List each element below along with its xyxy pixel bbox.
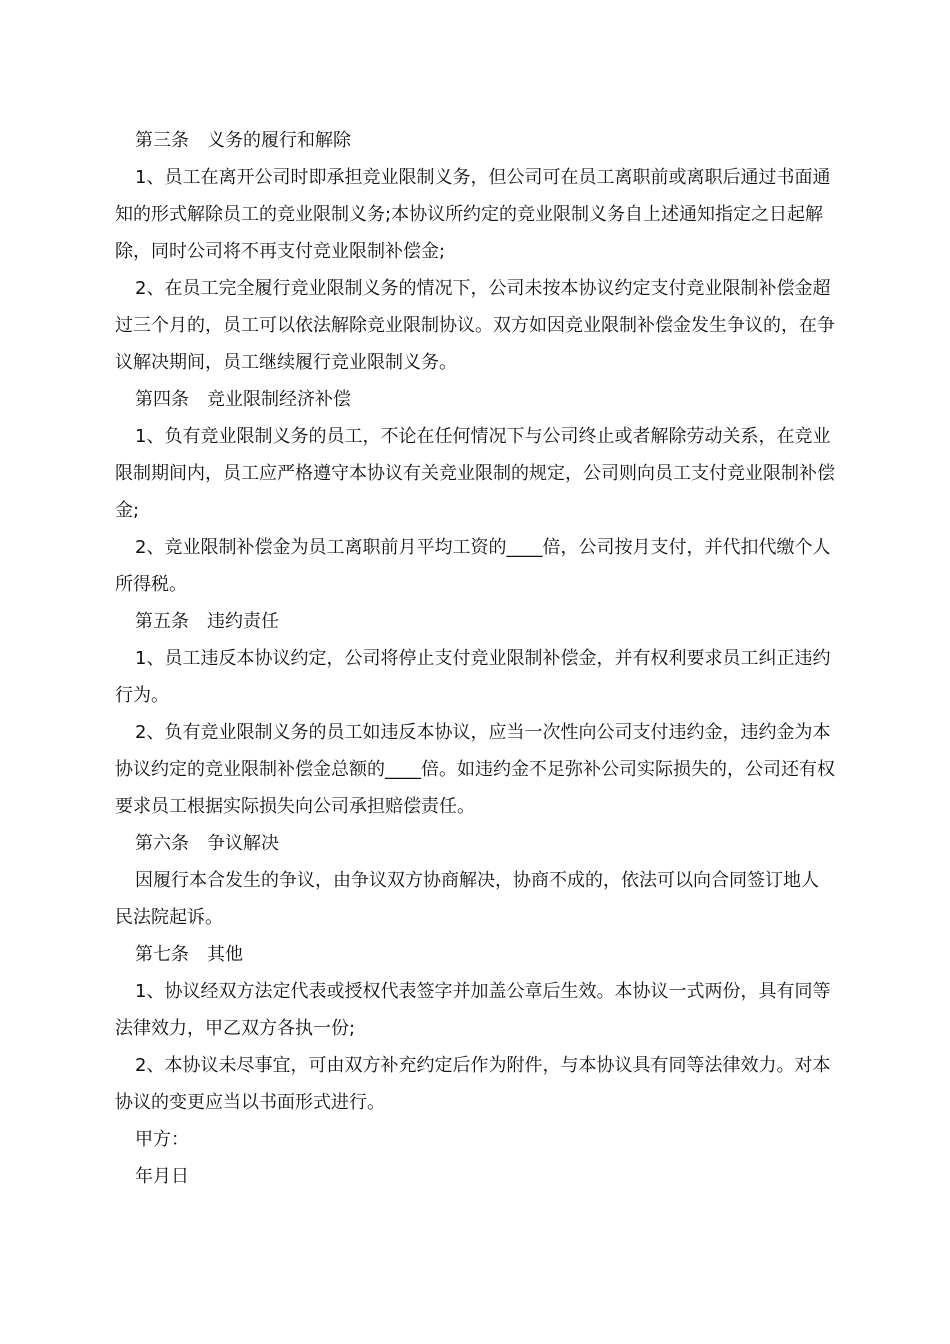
article-5-clause-2: 2、负有竞业限制义务的员工如违反本协议，应当一次性向公司支付违约金，违约金为本协议约定的竞业限制补偿金总额的____倍。如违约金不足弥补公司实际损失的，公司还有权要求员工根据实际损失向公司承担赔偿责任。 — [115, 722, 835, 817]
article-4-heading: 第四条 竞业限制经济补偿 — [135, 389, 351, 410]
article-3-clause-2: 2、在员工完全履行竞业限制义务的情况下，公司未按本协议约定支付竞业限制补偿金超过三个月的，员工可以依法解除竞业限制协议。双方如因竞业限制补偿金发生争议的，在争议解决期间，员工继续履行竞业限制义务。 — [115, 278, 835, 373]
article-5-clause-1: 1、员工违反本协议约定，公司将停止支付竞业限制补偿金，并有权利要求员工纠正违约行为。 — [115, 648, 831, 706]
article-4-clause-1: 1、负有竞业限制义务的员工，不论在任何情况下与公司终止或者解除劳动关系，在竞业限制期间内，员工应严格遵守本协议有关竞业限制的规定，公司则向员工支付竞业限制补偿金; — [115, 426, 835, 521]
article-7-heading: 第七条 其他 — [135, 944, 243, 965]
article-4-clause-2: 2、竞业限制补偿金为员工离职前月平均工资的____倍，公司按月支付，并代扣代缴个人所得税。 — [115, 537, 831, 595]
document-body — [115, 122, 835, 1195]
article-7-clause-1: 1、协议经双方法定代表或授权代表签字并加盖公章后生效。本协议一式两份，具有同等法律效力，甲乙双方各执一份; — [115, 981, 831, 1039]
party-a-signature-line: 甲方： — [135, 1129, 189, 1150]
article-7-clause-2: 2、本协议未尽事宜，可由双方补充约定后作为附件，与本协议具有同等法律效力。对本协议的变更应当以书面形式进行。 — [115, 1055, 831, 1113]
article-3-heading: 第三条 义务的履行和解除 — [135, 130, 351, 151]
article-3-clause-1: 1、员工在离开公司时即承担竞业限制义务，但公司可在员工离职前或离职后通过书面通知的形式解除员工的竞业限制义务;本协议所约定的竞业限制义务自上述通知指定之日起解除，同时公司将不再支付竞业限制补偿金; — [115, 167, 831, 262]
article-6-heading: 第六条 争议解决 — [135, 833, 279, 854]
date-line: 年月日 — [135, 1166, 189, 1187]
article-5-heading: 第五条 违约责任 — [135, 611, 279, 632]
article-6-clause: 因履行本合发生的争议，由争议双方协商解决，协商不成的，依法可以向合同签订地人民法院起诉。 — [115, 870, 819, 928]
